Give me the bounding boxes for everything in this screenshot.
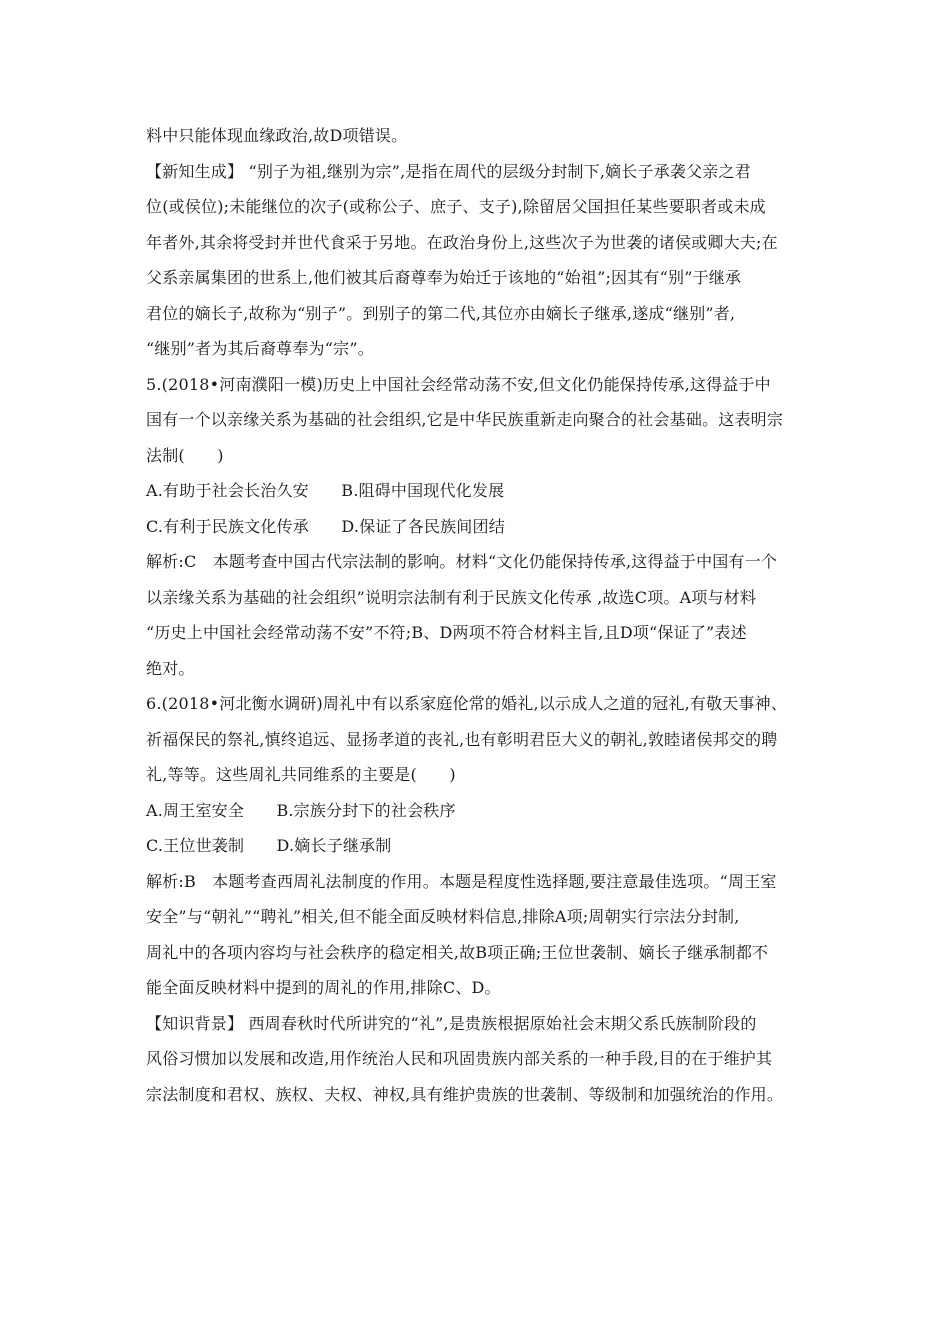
text-line: 法制( ) <box>146 445 224 465</box>
text-line: 国有一个以亲缘关系为基础的社会组织,它是中华民族重新走向聚合的社会基础。这表明宗 <box>146 410 784 429</box>
question-6-options-cd: C.王位世袭制 D.嫡长子继承制 <box>146 836 392 855</box>
question-5-options-cd: C.有利于民族文化传承 D.保证了各民族间团结 <box>146 516 505 536</box>
question-5-stem: 5.(2018•河南濮阳一模)历史上中国社会经常动荡不安,但文化仍能保持传承,这得益于中 <box>146 374 771 394</box>
text-line: 宗法制度和君权、族权、夫权、神权,具有维护贵族的世袭制、等级制和加强统治的作用。 <box>146 1084 784 1104</box>
document-page <box>146 118 810 1112</box>
text-line: “历史上中国社会经常动荡不安”不符;B、D两项不符合材料主旨,且D项“保证了”表述 <box>146 623 747 642</box>
text-line: 祈福保民的祭礼,慎终追远、显扬孝道的丧礼,也有彰明君臣大义的朝礼,敦睦诸侯邦交的聘 <box>146 729 778 749</box>
text-line: 位(或侯位);未能继位的次子(或称公子、庶子、支子),除留居父国担任某些要职者或未成 <box>146 197 766 216</box>
text-line: 料中只能体现血缘政治,故D项错误。 <box>146 126 408 145</box>
knowledge-background: 【知识背景】 西周春秋时代所讲究的“礼”,是贵族根据原始社会末期父系氏族制阶段的 <box>146 1013 757 1033</box>
text-line: 风俗习惯加以发展和改造,用作统治人民和巩固贵族内部关系的一种手段,目的在于维护其 <box>146 1049 773 1068</box>
text-line: 【新知生成】 “别子为祖,继别为宗”,是指在周代的层级分封制下,嫡长子承袭父亲之君 <box>146 161 751 181</box>
text-line: 礼,等等。这些周礼共同维系的主要是( ) <box>146 765 456 784</box>
text-line: 父系亲属集团的世系上,他们被其后裔尊奉为始迁于该地的“始祖”;因其有“别”于继承 <box>146 268 742 287</box>
question-6-stem: 6.(2018•河北衡水调研)周礼中有以系家庭伦常的婚礼,以示成人之道的冠礼,有敬天事神、 <box>146 694 788 713</box>
question-6-options-ab: A.周王室安全 B.宗族分封下的社会秩序 <box>146 800 456 820</box>
question-5-analysis: 解析:C 本题考查中国古代宗法制的影响。材料“文化仍能保持传承,这得益于中国有一个 <box>146 552 778 571</box>
text-line: “继别”者为其后裔尊奉为“宗”。 <box>146 339 374 358</box>
question-5-options-ab: A.有助于社会长治久安 B.阻碍中国现代化发展 <box>146 481 505 500</box>
text-line: 绝对。 <box>146 658 195 678</box>
text-line: 以亲缘关系为基础的社会组织”说明宗法制有利于民族文化传承 ,故选C项。A项与材料 <box>146 587 757 607</box>
text-line: 年者外,其余将受封并世代食采于另地。在政治身份上,这些次子为世袭的诸侯或卿大夫;在 <box>146 232 778 252</box>
text-line: 周礼中的各项内容均与社会秩序的稳定相关,故B项正确;王位世袭制、嫡长子继承制都不 <box>146 942 769 962</box>
question-6-analysis: 解析:B 本题考查西周礼法制度的作用。本题是程度性选择题,要注意最佳选项。“周王室 <box>146 871 777 891</box>
text-line: 能全面反映材料中提到的周礼的作用,排除C、D。 <box>146 978 501 997</box>
text-line: 安全”与“朝礼”“聘礼”相关,但不能全面反映材料信息,排除A项;周朝实行宗法分封制, <box>146 907 740 926</box>
text-line: 君位的嫡长子,故称为“别子”。到别子的第二代,其位亦由嫡长子继承,遂成“继别”者, <box>146 303 736 323</box>
